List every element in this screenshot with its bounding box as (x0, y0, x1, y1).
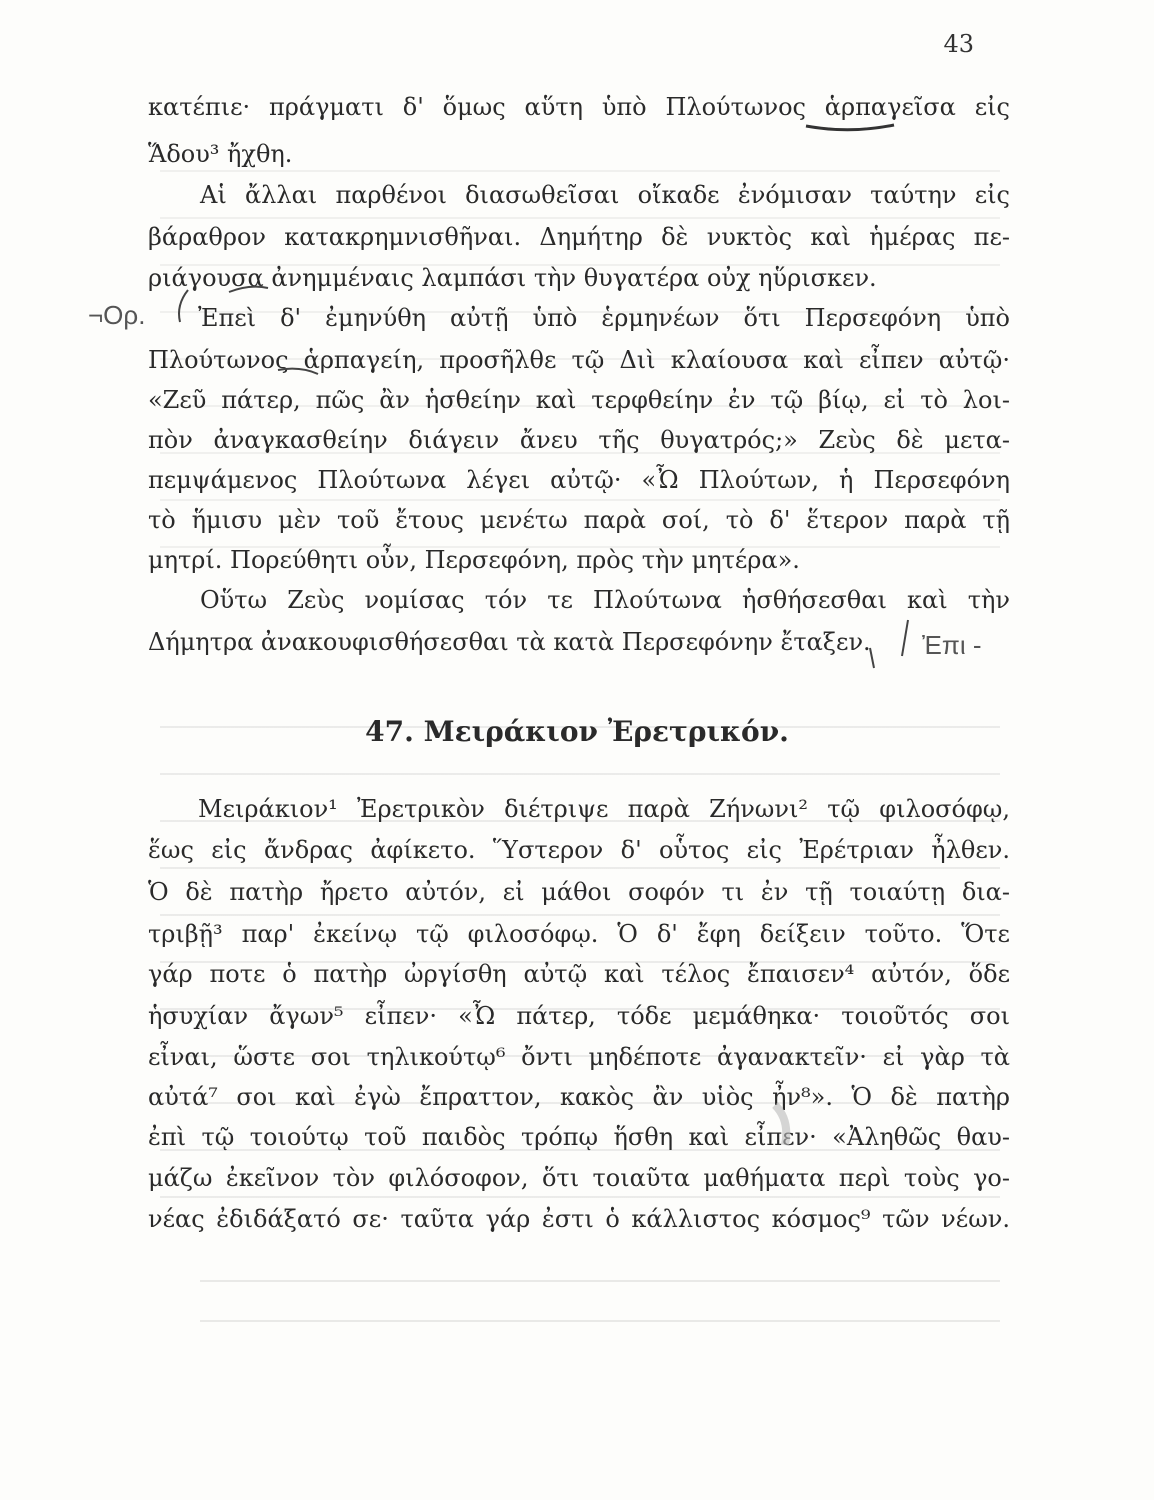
underline-mark (278, 369, 318, 374)
text-line: ἕως εἰς ἄνδρας ἀφίκετο. Ὕστερον δ' οὗτος εἰς Ἐρέτριαν ἦλθεν. (148, 836, 1010, 864)
page-number: 43 (943, 30, 974, 58)
text-line: ἡσυχίαν ἄγων⁵ εἶπεν· «Ὦ πάτερ, τόδε μεμάθηκα· τοιοῦτός σοι (148, 1002, 1010, 1030)
text-line: κατέπιε· πράγματι δ' ὅμως αὕτη ὑπὸ Πλούτωνος ἁρπαγεῖσα εἰς (148, 93, 1010, 121)
bracket-mark (870, 648, 874, 668)
section-heading: 47. Μειράκιον Ἐρετρικόν. (365, 715, 789, 748)
text-line: Ἐπεὶ δ' ἐμηνύθη αὐτῇ ὑπὸ ἑρμηνέων ὅτι Περσεφόνη ὑπὸ (198, 304, 1010, 332)
text-line: Ὁ δὲ πατὴρ ἤρετο αὐτόν, εἰ μάθοι σοφόν τι ἐν τῇ τοιαύτῃ δια- (148, 878, 1010, 906)
text-line: πὸν ἀναγκασθείην διάγειν ἄνευ τῆς θυγατρός;» Ζεὺς δὲ μετα- (148, 426, 1010, 454)
text-line: νέας ἐδιδάξατό σε· ταῦτα γάρ ἐστι ὁ κάλλιστος κόσμος⁹ τῶν νέων. (148, 1205, 1010, 1233)
ink-smudge (775, 1105, 786, 1145)
bracket-mark (179, 290, 188, 322)
text-line: Δήμητρα ἀνακουφισθήσεσθαι τὰ κατὰ Περσεφόνην ἔταξεν. (148, 628, 871, 656)
underline-mark (229, 287, 268, 292)
text-line: Αἱ ἄλλαι παρθένοι διασωθεῖσαι οἴκαδε ἐνόμισαν ταύτην εἰς (200, 181, 1010, 209)
text-line: Πλούτωνος ἁρπαγείη, προσῆλθε τῷ Διὶ κλαίουσα καὶ εἶπεν αὐτῷ· (148, 346, 1010, 374)
text-line: μητρί. Πορεύθητι οὖν, Περσεφόνη, πρὸς τὴν μητέρα». (148, 546, 800, 574)
text-line: τριβῇ³ παρ' ἐκείνῳ τῷ φιλοσόφῳ. Ὁ δ' ἔφη δείξειν τοῦτο. Ὅτε (148, 920, 1010, 948)
text-line: εἶναι, ὥστε σοι τηλικούτῳ⁶ ὄντι μηδέποτε ἀγανακτεῖν· εἰ γὰρ τὰ (148, 1043, 1010, 1071)
text-line: μάζω ἐκεῖνον τὸν φιλόσοφον, ὅτι τοιαῦτα μαθήματα περὶ τοὺς γο- (148, 1164, 1010, 1192)
handwritten-margin-note-right: Ἐπι - (922, 630, 982, 660)
handwritten-margin-note-left: ¬Ορ. (88, 300, 146, 330)
text-line: Οὕτω Ζεὺς νομίσας τόν τε Πλούτωνα ἡσθήσεσθαι καὶ τὴν (200, 586, 1010, 614)
text-line: ἐπὶ τῷ τοιούτῳ τοῦ παιδὸς τρόπῳ ἥσθη καὶ εἶπεν· «Ἀληθῶς θαυ- (148, 1123, 1010, 1151)
text-line: αὐτά⁷ σοι καὶ ἐγὼ ἔπραττον, κακὸς ἂν υἱὸς ἦν⁸». Ὁ δὲ πατὴρ (148, 1083, 1010, 1111)
text-line: τὸ ἥμισυ μὲν τοῦ ἔτους μενέτω παρὰ σοί, τὸ δ' ἕτερον παρὰ τῇ (148, 506, 1010, 534)
text-line: γάρ ποτε ὁ πατὴρ ὠργίσθη αὐτῷ καὶ τέλος ἔπαισεν⁴ αὐτόν, ὅδε (148, 960, 1010, 988)
underline-mark (806, 125, 894, 130)
text-line: «Ζεῦ πάτερ, πῶς ἂν ἡσθείην καὶ τερφθείην ἐν τῷ βίῳ, εἰ τὸ λοι- (148, 386, 1010, 414)
text-line: ριάγουσα ἀνημμέναις λαμπάσι τὴν θυγατέρα οὐχ ηὕρισκεν. (148, 264, 877, 292)
text-line: Μειράκιον¹ Ἐρετρικὸν διέτριψε παρὰ Ζήνωνι² τῷ φιλοσόφῳ, (198, 795, 1010, 823)
text-line: Ἅδου³ ἤχθη. (148, 140, 293, 168)
text-line: βάραθρον κατακρημνισθῆναι. Δημήτηρ δὲ νυκτὸς καὶ ἡμέρας πε- (148, 223, 1010, 251)
bracket-mark (902, 620, 908, 656)
text-line: πεμψάμενος Πλούτωνα λέγει αὐτῷ· «Ὦ Πλούτων, ἡ Περσεφόνη (148, 466, 1010, 494)
